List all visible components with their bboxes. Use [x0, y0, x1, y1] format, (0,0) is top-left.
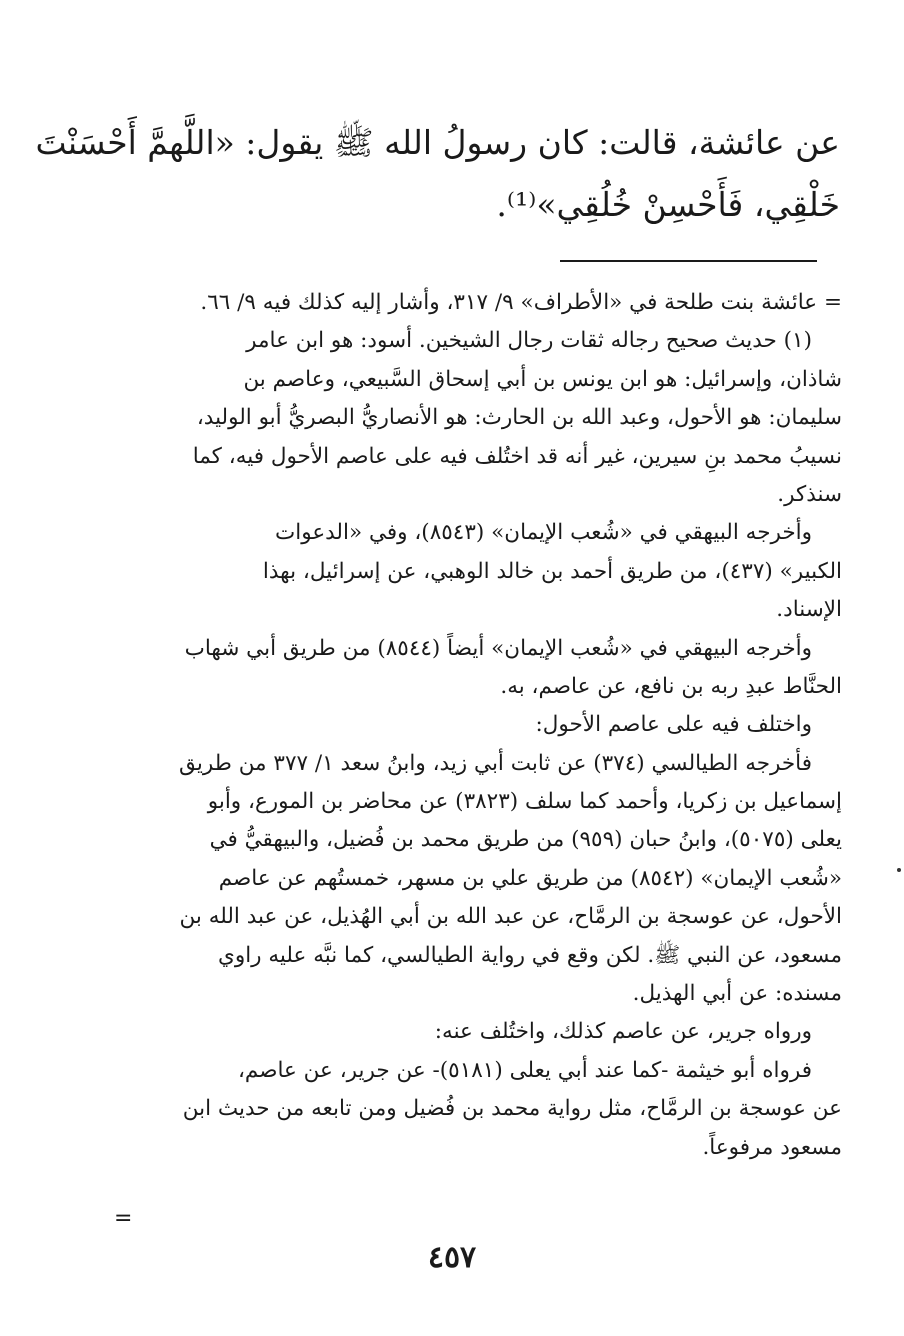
footnote-line: (١) حديث صحيح رجاله ثقات رجال الشيخين. أسود: هو ابن عامر	[246, 328, 812, 354]
footnote-line: عن عوسجة بن الرمَّاح، مثل رواية محمد بن فُضيل ومن تابعه من حديث ابن	[182, 1096, 842, 1122]
footnote-line: شاذان، وإسرائيل: هو ابن يونس بن أبي إسحاق السَّبيعي، وعاصم بن	[243, 366, 842, 392]
footnote-line: وأخرجه البيهقي في «شُعب الإيمان» أيضاً (٨٥٤٤) من طريق أبي شهاب	[184, 635, 812, 661]
footnote-line: يعلى (٥٠٧٥)، وابنُ حبان (٩٥٩) من طريق محمد بن فُضيل، والبيهقيُّ في	[209, 827, 842, 853]
footnote-line: مسعود مرفوعاً.	[702, 1134, 842, 1160]
footnote-line: الإسناد.	[776, 597, 842, 623]
continuation-mark: =	[114, 1206, 133, 1231]
footnote-line: سليمان: هو الأحول، وعبد الله بن الحارث: هو الأنصاريُّ البصريُّ أبو الوليد،	[196, 405, 842, 431]
hadith-line-2: خَلْقِي، فَأَحْسِنْ خُلُقِي»⁽¹⁾.	[496, 185, 840, 224]
footnote-line: سنذكر.	[777, 481, 842, 507]
footnote-line: الكبير» (٤٣٧)، من طريق أحمد بن خالد الوهبي، عن إسرائيل، بهذا	[262, 558, 842, 584]
footnote-line: ورواه جرير، عن عاصم كذلك، واختُلف عنه:	[434, 1019, 812, 1045]
page-number: ٤٥٧	[427, 1240, 477, 1275]
footnote-line: مسنده: عن أبي الهذيل.	[632, 981, 842, 1007]
footnote-line: نسيبُ محمد بنِ سيرين، غير أنه قد اختُلف فيه على عاصم الأحول فيه، كما	[192, 443, 842, 469]
footnote-line: إسماعيل بن زكريا، وأحمد كما سلف (٣٨٢٣) عن محاضر بن المورع، وأبو	[207, 789, 842, 815]
footnote-line: «شُعب الإيمان» (٨٥٤٢) من طريق علي بن مسهر، خمستُهم عن عاصم	[218, 865, 842, 891]
footnote-line: = عائشة بنت طلحة في «الأطراف» ٩/ ٣١٧، وأشار إليه كذلك فيه ٩/ ٦٦.	[200, 290, 842, 315]
footnote-separator	[560, 260, 817, 262]
footnote-line: الأحول، عن عوسجة بن الرمَّاح، عن عبد الله بن أبي الهُذيل، عن عبد الله بن	[179, 904, 842, 930]
footnote-line: واختلف فيه على عاصم الأحول:	[535, 712, 812, 738]
footnotes	[116, 284, 842, 1167]
footnote-line: مسعود، عن النبي ﷺ. لكن وقع في رواية الطيالسي، كما نبَّه عليه راوي	[218, 942, 842, 968]
footnote-line: فرواه أبو خيثمة -كما عند أبي يعلى (٥١٨١)- عن جرير، عن عاصم،	[237, 1057, 812, 1083]
footnote-line: وأخرجه البيهقي في «شُعب الإيمان» (٨٥٤٣)، وفي «الدعوات	[275, 520, 812, 546]
hadith-text	[35, 112, 840, 236]
hadith-line-1: عن عائشة، قالت: كان رسولُ الله ﷺ يقول: «اللَّهمَّ أَحْسَنْتَ	[35, 123, 840, 162]
footnote-line: فأخرجه الطيالسي (٣٧٤) عن ثابت أبي زيد، وابنُ سعد ١/ ٣٧٧ من طريق	[178, 750, 812, 776]
margin-dot	[897, 868, 901, 872]
footnote-line: الحنَّاط عبدِ ربه بن نافع، عن عاصم، به.	[500, 673, 842, 699]
